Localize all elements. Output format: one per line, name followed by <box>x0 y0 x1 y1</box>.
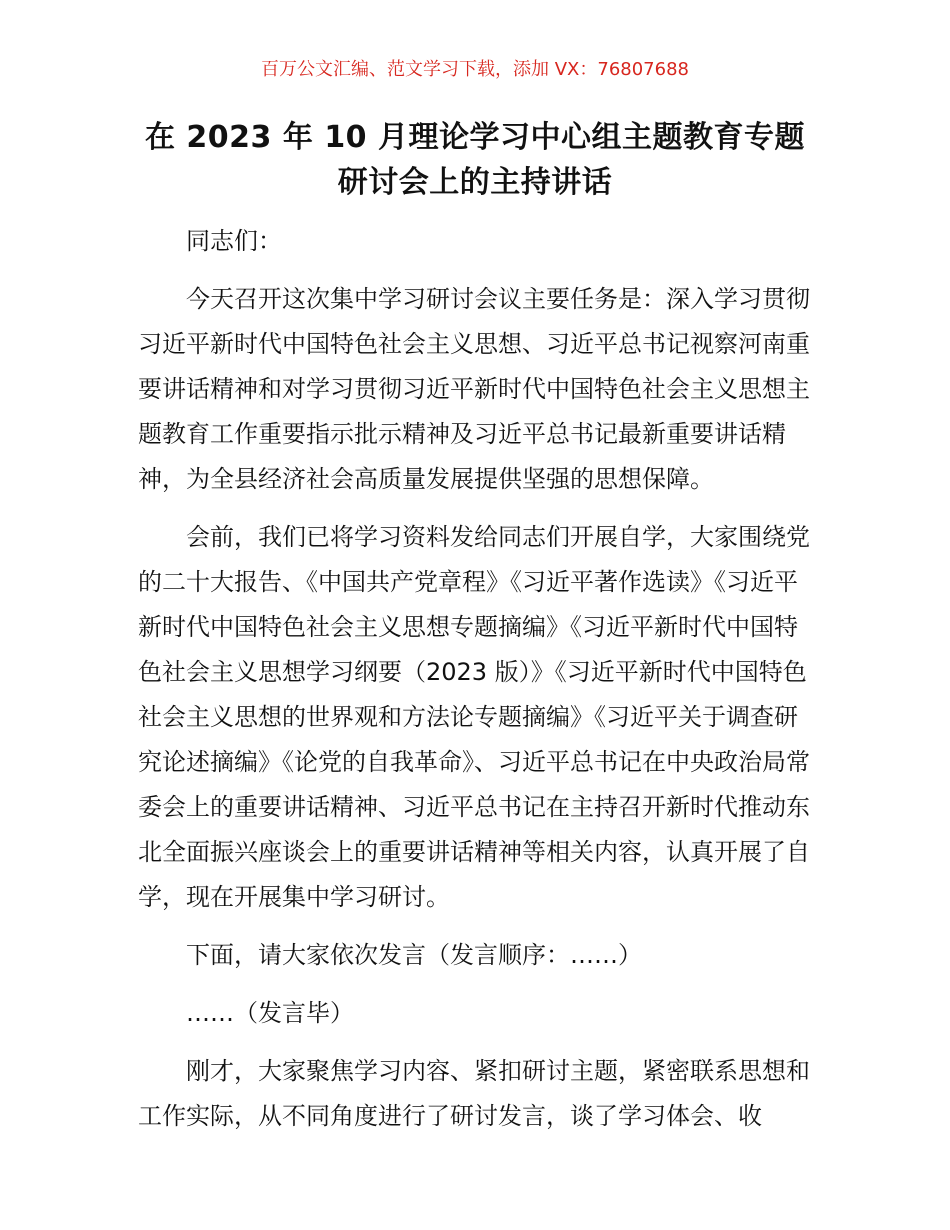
paragraph-speaking-order: 下面，请大家依次发言（发言顺序：……） <box>186 941 642 969</box>
watermark-header: 百万公文汇编、范文学习下载，添加 VX：76807688 <box>261 59 689 80</box>
paragraph-summary: 刚才，大家聚焦学习内容、紧扣研讨主题，紧密联系思想和工作实际，从不同角度进行了研讨发言，谈了学习体会、收 <box>138 1057 810 1130</box>
title-line-2: 研讨会上的主持讲话 <box>337 165 613 200</box>
paragraph-self-study: 会前，我们已将学习资料发给同志们开展自学，大家围绕党的二十大报告、《中国共产党章程》《习近平著作选读》《习近平新时代中国特色社会主义思想专题摘编》《习近平新时代中国特色社会主义思想学习纲要（2023 版）》《习近平新时代中国特色社会主义思想的世界观和方法论专题摘编》《习近平关于调查研究论述摘编》《论党的自我革命》、习近平总书记在中央政治局常委会上的重要讲话精神、习近平总书记在主持召开新时代推动东北全面振兴座谈会上的重要讲话精神等相关内容，认真开展了自学，现在开展集中学习研讨。 <box>138 523 810 911</box>
salutation: 同志们： <box>186 227 282 255</box>
title-line-1: 在 2023 年 10 月理论学习中心组主题教育专题 <box>144 120 806 155</box>
document-title <box>0 115 950 205</box>
document-body <box>138 219 812 1152</box>
paragraph-speech-end: ……（发言毕） <box>186 999 354 1027</box>
paragraph-tasks: 今天召开这次集中学习研讨会议主要任务是：深入学习贯彻习近平新时代中国特色社会主义思想、习近平总书记视察河南重要讲话精神和对学习贯彻习近平新时代中国特色社会主义思想主题教育工作重要指示批示精神及习近平总书记最新重要讲话精神，为全县经济社会高质量发展提供坚强的思想保障。 <box>138 285 810 493</box>
